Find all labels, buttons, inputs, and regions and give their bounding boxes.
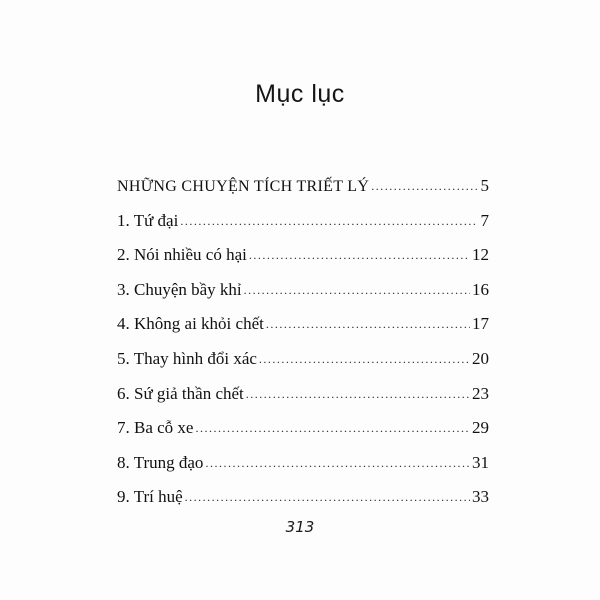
toc-entry-page: 31 [472,452,489,472]
dot-leader [205,453,470,473]
toc-entry-label: 6. Sứ giả thần chết [117,383,244,403]
toc-entry-page: 12 [472,245,489,265]
table-of-contents [117,176,489,522]
toc-entry-page: 29 [472,418,489,438]
toc-entry [117,487,489,522]
dot-leader [249,245,470,265]
toc-entry [117,349,489,384]
toc-entry [117,280,489,315]
dot-leader [246,384,470,404]
dot-leader [180,211,477,231]
dot-leader [185,487,470,507]
page-title: Mục lục [255,80,345,108]
toc-entry-label: 1. Tứ đại [117,210,179,230]
toc-entry-page: 20 [472,348,489,368]
dot-leader [195,418,470,438]
toc-section-heading [117,176,489,211]
toc-entry-label: 7. Ba cỗ xe [117,418,194,438]
toc-entry [117,418,489,453]
toc-entry-label: 9. Trí huệ [117,487,183,507]
toc-entry-page: 5 [480,176,489,195]
dot-leader [266,314,470,334]
toc-entry [117,211,489,246]
toc-entry [117,453,489,488]
dot-leader [371,176,477,196]
toc-entry [117,384,489,419]
toc-entry [117,314,489,349]
toc-entry-label: 3. Chuyện bầy khỉ [117,279,242,299]
toc-entry-label: 2. Nói nhiều có hại [117,245,247,265]
toc-entry-page: 33 [472,487,489,507]
handwritten-page-number: 313 [285,518,315,536]
dot-leader [244,280,470,300]
toc-entry-page: 17 [472,314,489,334]
toc-entry [117,245,489,280]
toc-entry-page: 16 [472,279,489,299]
toc-entry-page: 23 [472,383,489,403]
toc-entry-page: 7 [480,210,489,230]
toc-entry-label: 4. Không ai khỏi chết [117,314,264,334]
toc-entry-label: 8. Trung đạo [117,452,204,472]
toc-entry-label: NHỮNG CHUYỆN TÍCH TRIẾT LÝ [117,178,370,195]
toc-entry-label: 5. Thay hình đổi xác [117,348,257,368]
dot-leader [259,349,470,369]
